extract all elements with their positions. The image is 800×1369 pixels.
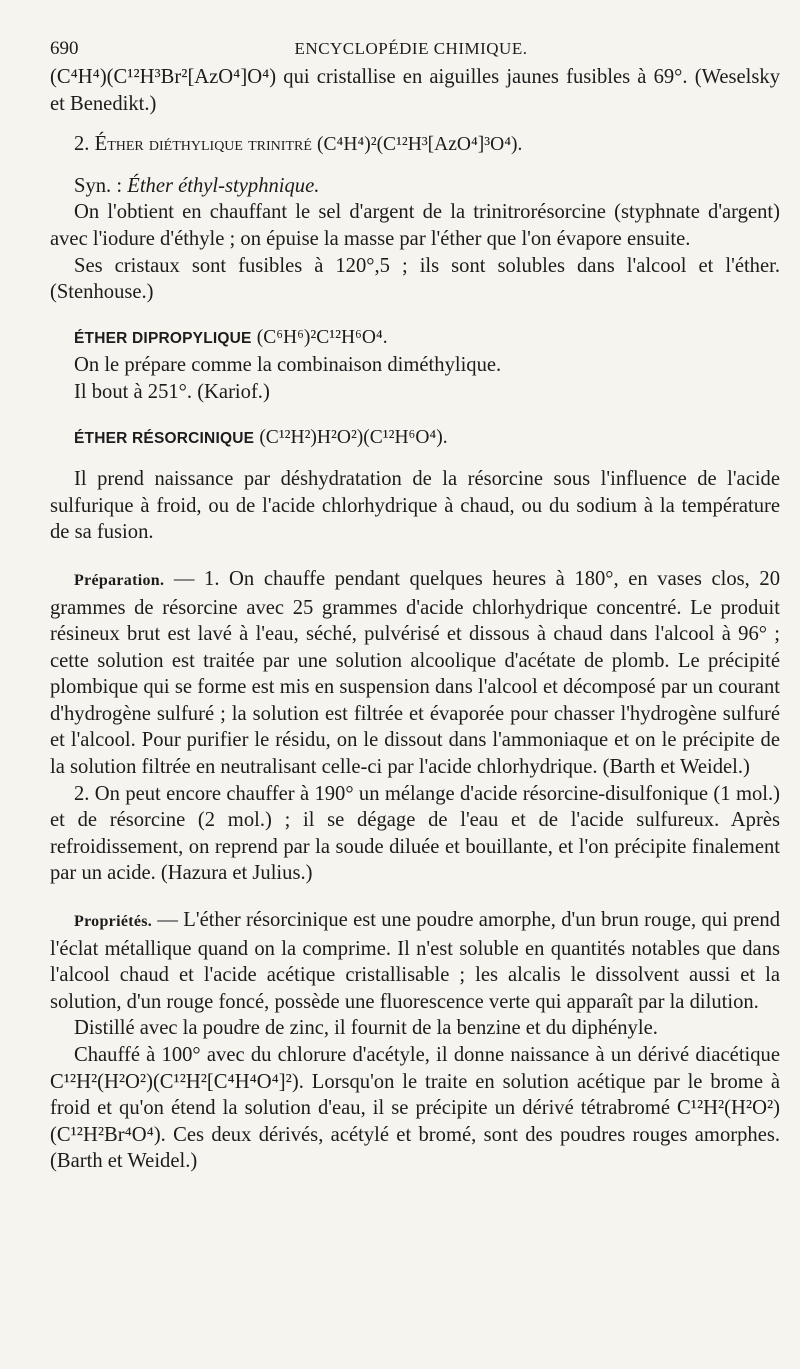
section-diethyl-trinitre-heading [50,131,780,159]
synonym-line [50,173,780,200]
page-header [50,38,772,62]
preparation-paragraph [50,566,780,781]
section-formula: (C¹²H²)H²O²)(C¹²H⁶O⁴). [259,426,448,448]
paragraph: Ses cristaux sont fusibles à 120°,5 ; ils sont solubles dans l'alcool et l'éther. (Stenhouse.) [50,254,780,304]
paragraph: Il bout à 251°. (Kariof.) [74,380,270,403]
paragraph: Distillé avec la poudre de zinc, il fournit de la benzine et du diphényle. [74,1017,658,1040]
intro-paragraph: (C⁴H⁴)(C¹²H³Br²[AzO⁴]O⁴) qui cristallise en aiguilles jaunes fusibles à 69°. (Weselsky et Benedikt.) [50,66,780,115]
section-title: ÉTHER RÉSORCINIQUE [74,429,255,447]
run-in-heading: Préparation. [74,571,165,589]
paragraph: On l'obtient en chauffant le sel d'argent de la trinitrorésorcine (styphnate d'argent) avec l'iodure d'éthyle ; on épuise la masse par l'éther que l'on évapore ensuite. [50,201,780,250]
paragraph: On le prépare comme la combinaison diméthylique. [74,354,502,377]
paragraph: Il prend naissance par déshydratation de la résorcine sous l'influence de l'acide sulfurique à froid, ou de l'acide chlorhydrique à chaud, ou du sodium à la température de sa fusion. [50,468,780,544]
paragraph: 2. On peut encore chauffer à 190° un mélange d'acide résorcine-disulfonique (1 mol.) et de résorcine (2 mol.) ; il se dégage de l'eau et de l'acide sulfureux. Après refroidissement, on reprend par la soude diluée et bouillante, et l'on précipite finalement par un acide. (Hazura et Julius.) [50,782,780,885]
page-number: 690 [50,38,79,59]
section-formula: (C⁶H⁶)²C¹²H⁶O⁴. [256,326,388,348]
paragraph-text: — L'éther résorcinique est une poudre amorphe, d'un brun rouge, qui prend l'éclat métallique quand on la comprime. Il n'est soluble en quantités notables que dans l'alcool chaud et l'acide acétique cristallisable ; les alcalis le dissolvent aussi et la solution, d'un rouge foncé, possède une fluorescence verte qui apparaît par la dilution. [50,909,780,1013]
paragraph-text: — 1. On chauffe pendant quelques heures à 180°, en vases clos, 20 grammes de résorcine avec 25 grammes d'acide chlorhydrique concentré. Le produit résineux brut est lavé à l'eau, séché, pulvérisé et dissous à chaud dans l'alcool à 96° ; cette solution est traitée par une solution alcoolique d'acétate de plomb. Le précipité plombique qui se forme est mis en suspension dans l'alcool et décomposé par un courant d'hydrogène sulfuré ; la solution est filtrée et évaporée pour chasser l'hydrogène sulfuré et l'alcool. Pour purifier le résidu, on le dissout dans l'ammoniaque et on le précipite de la solution filtrée en neutralisant celle-ci par l'acide chlorhydrique. (Barth et Weidel.) [50,567,780,779]
synonym-label: Syn. : [74,174,123,197]
section-title: Éther diéthylique trinitré [94,133,312,156]
properties-paragraph [50,907,780,1015]
synonym-name: Éther éthyl-styphnique. [127,174,320,197]
run-in-heading: Propriétés. [74,913,153,931]
section-resorcinique-heading [50,424,780,453]
paragraph: Chauffé à 100° avec du chlorure d'acétyle, il donne naissance à un dérivé diacétique C¹²H²(H²O²)(C¹²H²[C⁴H⁴O⁴]²). Lorsqu'on le traite en solution acétique par le brome à froid et qu'on étend la solution d'eau, il se précipite un dérivé tétrabromé C¹²H²(H²O²)(C¹²H²Br⁴O⁴). Ces deux dérivés, acétylé et bromé, sont des poudres rouges amorphes. (Barth et Weidel.) [50,1044,780,1173]
section-number: 2. [74,133,90,156]
running-head: ENCYCLOPÉDIE CHIMIQUE. [294,39,528,58]
section-formula: (C⁴H⁴)²(C¹²H³[AzO⁴]³O⁴). [317,134,523,156]
page-content [50,64,780,1175]
section-dipropylique-heading [50,324,780,353]
section-title: ÉTHER DIPROPYLIQUE [74,329,252,347]
